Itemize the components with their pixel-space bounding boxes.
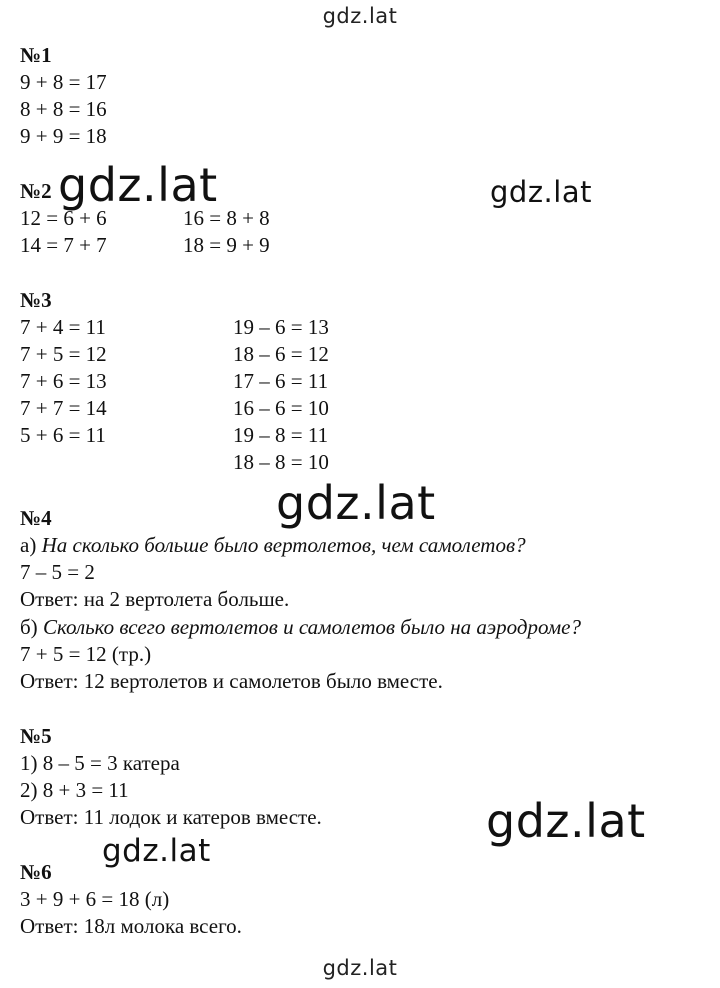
task2-left-1: 12 = 6 + 6	[20, 206, 107, 230]
task4-b-question-line	[20, 614, 581, 641]
watermark-top: gdz.lat	[322, 4, 398, 28]
task1-line-3: 9 + 9 = 18	[20, 124, 107, 148]
task3-right-6: 18 – 8 = 10	[233, 450, 329, 474]
task4-b-prefix: б)	[20, 615, 38, 639]
watermark-overlay: gdz.lat	[58, 158, 218, 212]
task4-b-calc: 7 + 5 = 12 (тр.)	[20, 642, 152, 666]
task4-a-calc: 7 – 5 = 2	[20, 560, 95, 584]
task3-left-4: 7 + 7 = 14	[20, 396, 107, 420]
task4-a-answer: Ответ: на 2 вертолета больше.	[20, 587, 290, 611]
task2-right-1: 16 = 8 + 8	[183, 206, 270, 230]
task4-a-prefix: а)	[20, 533, 37, 557]
task3-left-2: 7 + 5 = 12	[20, 342, 107, 366]
task3-right-3: 17 – 6 = 11	[233, 369, 329, 393]
task5-line-1: 1) 8 – 5 = 3 катера	[20, 751, 180, 775]
task4-a-question-line	[20, 532, 526, 559]
task3-left-5: 5 + 6 = 11	[20, 423, 106, 447]
watermark-overlay: gdz.lat	[102, 833, 211, 869]
task4-heading: №4	[20, 506, 52, 530]
watermark-overlay: gdz.lat	[486, 794, 646, 848]
watermark-overlay: gdz.lat	[490, 175, 592, 209]
task2-heading: №2	[20, 179, 52, 203]
task4-b-question: Сколько всего вертолетов и самолетов было на аэродроме?	[42, 615, 581, 639]
task3-left-3: 7 + 6 = 13	[20, 369, 107, 393]
task5-line-3: Ответ: 11 лодок и катеров вместе.	[20, 805, 322, 829]
task3-left-1: 7 + 4 = 11	[20, 315, 106, 339]
task3-right-1: 19 – 6 = 13	[233, 315, 329, 339]
task5-heading: №5	[20, 724, 52, 748]
task3-right-5: 19 – 8 = 11	[233, 423, 329, 447]
task3-heading: №3	[20, 288, 52, 312]
task1-line-2: 8 + 8 = 16	[20, 97, 107, 121]
task5-line-2: 2) 8 + 3 = 11	[20, 778, 129, 802]
task6-line-1: 3 + 9 + 6 = 18 (л)	[20, 887, 170, 911]
task4-a-question: На сколько больше было вертолетов, чем самолетов?	[41, 533, 526, 557]
watermark-bottom: gdz.lat	[322, 956, 398, 980]
task6-line-2: Ответ: 18л молока всего.	[20, 914, 242, 938]
task3-right-2: 18 – 6 = 12	[233, 342, 329, 366]
task1-line-1: 9 + 8 = 17	[20, 70, 107, 94]
task2-left-2: 14 = 7 + 7	[20, 233, 107, 257]
task3-right-4: 16 – 6 = 10	[233, 396, 329, 420]
task2-right-2: 18 = 9 + 9	[183, 233, 270, 257]
task6-heading: №6	[20, 860, 52, 884]
task1-heading: №1	[20, 43, 52, 67]
watermark-overlay: gdz.lat	[276, 476, 436, 530]
task4-b-answer: Ответ: 12 вертолетов и самолетов было вместе.	[20, 669, 443, 693]
